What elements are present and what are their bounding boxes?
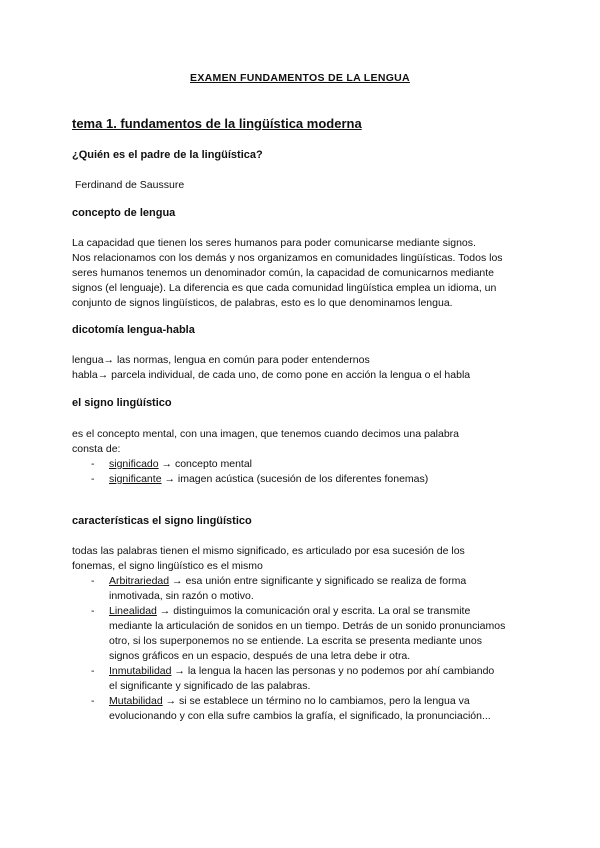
paragraph-line: fonemas, el signo lingüístico es el mismo	[72, 560, 263, 572]
list-term: significado	[109, 458, 159, 470]
paragraph-line: seres humanos tenemos un denominador común, la capacidad de comunicarnos mediante	[72, 267, 494, 279]
arrow: →	[171, 665, 188, 677]
paragraph-line: signos (el lenguaje). La diferencia es que cada comunidad lingüística emplea un idioma, un	[72, 282, 497, 294]
list-text: signos gráficos en un espacio, después de una letra debe ir otra.	[109, 650, 411, 662]
list-text: mediante la articulación de sonidos en un tiempo. Detrás de un sonido pronunciamos	[109, 620, 506, 632]
dicotomia-heading: dicotomía lengua-habla	[72, 324, 195, 336]
arrow: →	[162, 695, 180, 707]
list-item-body	[109, 694, 529, 724]
concepto-paragraph	[72, 236, 532, 311]
list-dash: -	[91, 665, 95, 677]
list-item	[72, 472, 532, 487]
list-text: evolucionando y con ella sufre cambios la grafía, el significado, la pronunciación...	[109, 710, 491, 722]
question-heading: ¿Quién es el padre de la lingüística?	[72, 149, 263, 161]
paragraph-line: consta de:	[72, 443, 121, 455]
list-text: esa unión entre significante y significado se realiza de forma	[185, 575, 467, 587]
list-text: inmotivada, sin razón o motivo.	[109, 590, 254, 602]
list-term: Arbitrariedad	[109, 575, 170, 587]
list-dash: -	[91, 695, 95, 707]
paragraph-line: todas las palabras tienen el mismo significado, es articulado por esa sucesión de los	[72, 545, 465, 557]
arrow: →	[169, 575, 186, 587]
caracteristicas-heading: características el signo lingüístico	[72, 515, 252, 527]
list-text: si se establece un término no lo cambiamos, pero la lengua va	[179, 695, 470, 707]
paragraph-line: conjunto de signos lingüísticos, de palabras, esto es lo que denominamos lengua.	[72, 297, 453, 309]
list-term: significante	[109, 473, 162, 485]
signo-heading: el signo lingüístico	[72, 397, 172, 409]
list-text: la lengua la hacen las personas y no podemos por ahí cambiando	[187, 665, 495, 677]
arrow: →	[156, 605, 174, 617]
list-term: Inmutabilidad	[109, 665, 172, 677]
list-text: distinguimos la comunicación oral y escrita. La oral se transmite	[173, 605, 471, 617]
document-title: EXAMEN FUNDAMENTOS DE LA LENGUA	[190, 72, 410, 84]
list-item-body	[109, 664, 529, 694]
list-item	[72, 457, 532, 472]
list-dash: -	[91, 605, 95, 617]
list-item	[72, 664, 532, 694]
list-text: → concepto mental	[158, 458, 253, 470]
paragraph-line: Nos relacionamos con los demás y nos organizamos en comunidades lingüísticas. Todos los	[72, 252, 503, 264]
paragraph-line: La capacidad que tienen los seres humanos para poder comunicarse mediante signos.	[72, 237, 476, 249]
list-dash: -	[91, 458, 95, 470]
paragraph-line: es el concepto mental, con una imagen, que tenemos cuando decimos una palabra	[72, 428, 460, 440]
paragraph-line: habla→ parcela individual, de cada uno, de como pone en acción la lengua o el habla	[72, 369, 471, 381]
list-term: Linealidad	[109, 605, 157, 617]
list-term: Mutabilidad	[109, 695, 163, 707]
list-text: → imagen acústica (sucesión de los diferentes fonemas)	[161, 473, 429, 485]
concepto-heading: concepto de lengua	[72, 207, 176, 219]
list-dash: -	[91, 473, 95, 485]
list-item	[72, 694, 532, 724]
list-text: el significante y significado de las palabras.	[109, 680, 311, 692]
caracteristicas-paragraph	[72, 544, 532, 724]
list-item	[72, 574, 532, 604]
list-text: otro, si los superponemos no se entiende. La escrita se presenta mediante unos	[109, 635, 482, 647]
paragraph-line: lengua→ las normas, lengua en común para poder entendernos	[72, 354, 370, 366]
section-title-tema-1: tema 1. fundamentos de la lingüística moderna	[72, 116, 362, 131]
list-dash: -	[91, 575, 95, 587]
list-item	[72, 604, 532, 664]
dicotomia-paragraph	[72, 353, 532, 383]
list-item-body	[109, 574, 529, 604]
list-item-body	[109, 604, 529, 664]
answer-text: Ferdinand de Saussure	[75, 179, 185, 191]
signo-paragraph	[72, 427, 532, 487]
